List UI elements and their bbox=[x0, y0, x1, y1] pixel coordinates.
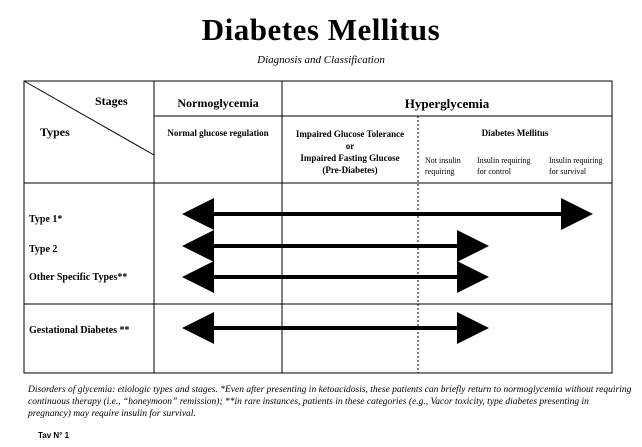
insulin-control-line-1: Insulin requiring bbox=[477, 156, 531, 165]
impaired-line-2: or bbox=[345, 141, 355, 151]
row-label-type-2: Type 2 bbox=[29, 244, 58, 255]
insulin-survival-line-2: for survival bbox=[549, 167, 587, 176]
normal-glucose-regulation: Normal glucose regulation bbox=[167, 128, 269, 138]
diabetes-mellitus-header: Diabetes Mellitus bbox=[481, 128, 549, 138]
insulin-requiring-control bbox=[477, 155, 531, 177]
row-label-other-specific: Other Specific Types** bbox=[29, 272, 128, 283]
insulin-requiring-survival bbox=[549, 155, 603, 177]
not-insulin-requiring bbox=[425, 155, 461, 177]
impaired-glucose-block bbox=[282, 128, 418, 176]
impaired-line-3: Impaired Fasting Glucose bbox=[300, 153, 400, 163]
figure-subtitle: Diagnosis and Classification bbox=[257, 54, 385, 66]
impaired-line-4: (Pre-Diabetes) bbox=[322, 165, 378, 175]
row-label-type-1: Type 1* bbox=[29, 214, 63, 225]
not-insulin-line-2: requiring bbox=[425, 167, 455, 176]
normoglycemia-header: Normoglycemia bbox=[177, 96, 259, 110]
insulin-control-line-2: for control bbox=[477, 167, 511, 176]
insulin-survival-line-1: Insulin requiring bbox=[549, 156, 603, 165]
stages-label: Stages bbox=[95, 94, 128, 108]
figure-title: Diabetes Mellitus bbox=[201, 12, 441, 47]
hyperglycemia-header: Hyperglycemia bbox=[404, 96, 490, 111]
row-label-gestational: Gestational Diabetes ** bbox=[29, 325, 130, 336]
table-number: Tav N° 1 bbox=[38, 431, 70, 440]
header-diagonal bbox=[24, 81, 154, 155]
types-label: Types bbox=[40, 125, 70, 139]
impaired-line-1: Impaired Glucose Tolerance bbox=[295, 129, 405, 139]
not-insulin-line-1: Not insulin bbox=[425, 156, 461, 165]
figure-caption: Disorders of glycemia: etiologic types and stages. *Even after presenting in ketoacidosis, these patients can briefly return to normoglycemia without requiring continuous therapy (i.e., “honeymoon” remission); **in rare instances, patients in these categories (e.g., Vacor toxicity, type diabetes presenting in pregnancy) may require insulin for survival. bbox=[28, 385, 632, 419]
